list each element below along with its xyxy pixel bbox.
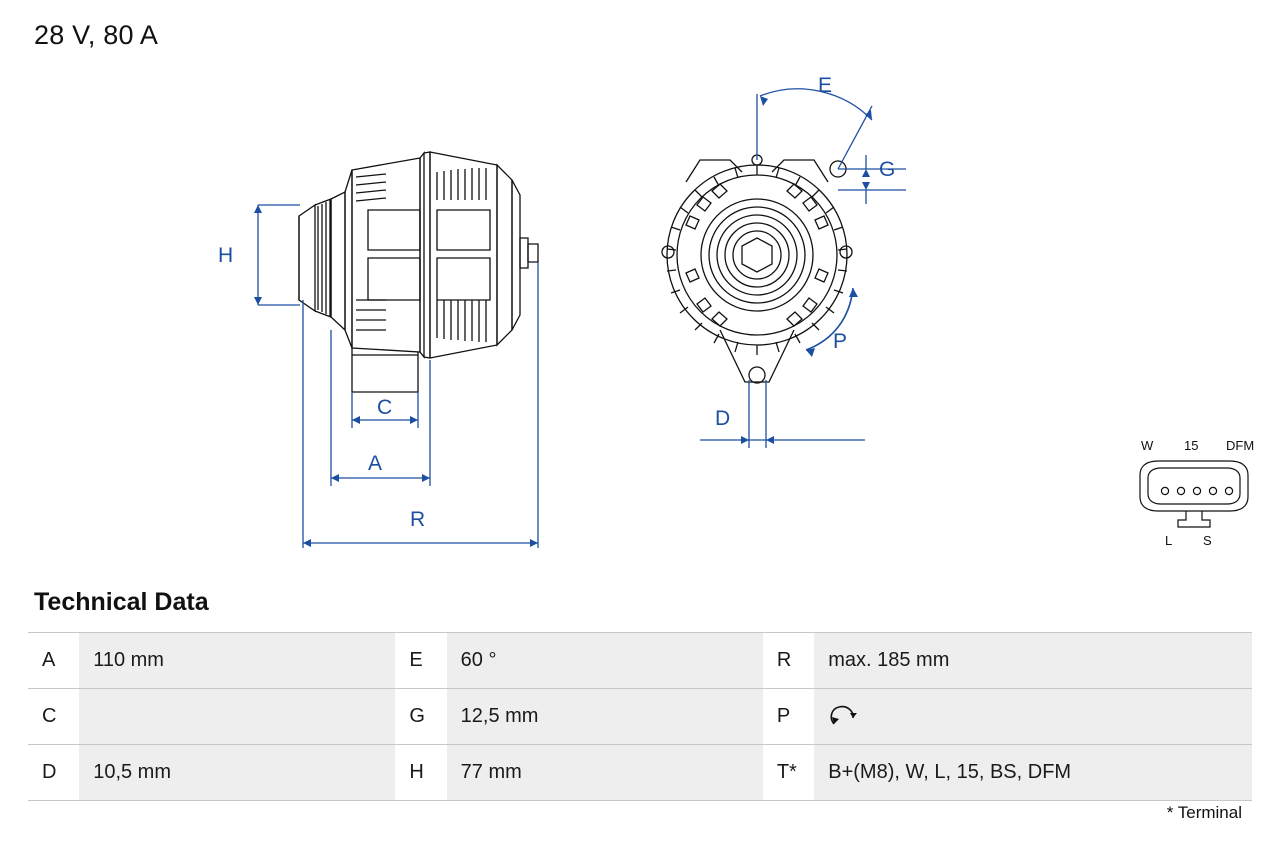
dimension-label-D: D (715, 407, 731, 430)
page-title: 28 V, 80 A (34, 20, 159, 50)
rotation-direction-P (806, 288, 858, 357)
side-view-alternator (299, 152, 538, 392)
row-key-H: H (395, 745, 446, 801)
row-value-E: 60 ° (447, 633, 763, 689)
row-value-P (814, 689, 1252, 745)
connector-label-L: L (1165, 533, 1173, 548)
row-key-T: T* (763, 745, 814, 801)
technical-data-heading: Technical Data (34, 588, 209, 616)
row-key-D: D (28, 745, 79, 801)
row-value-G: 12,5 mm (447, 689, 763, 745)
row-value-C (79, 689, 395, 745)
technical-data-table (28, 632, 1252, 801)
row-key-E: E (395, 633, 446, 689)
dimension-label-A: A (368, 452, 383, 475)
dimension-label-R: R (410, 508, 426, 531)
dimension-H (254, 205, 300, 305)
row-key-A: A (28, 633, 79, 689)
dimension-G (838, 155, 906, 204)
connector-label-W: W (1141, 438, 1154, 453)
rotation-direction-icon (828, 704, 862, 730)
table-row (28, 689, 1252, 745)
connector-pinout (1140, 461, 1248, 527)
connector-label-DFM: DFM (1226, 438, 1255, 453)
row-key-G: G (395, 689, 446, 745)
table-footnote: * Terminal (1166, 803, 1242, 822)
dimension-label-E: E (818, 74, 833, 97)
connector-label-15: 15 (1184, 438, 1199, 453)
table-row (28, 745, 1252, 801)
row-value-A: 110 mm (79, 633, 395, 689)
dimension-label-C: C (377, 396, 393, 419)
dimension-label-P: P (833, 330, 848, 353)
row-value-D: 10,5 mm (79, 745, 395, 801)
dimension-E (757, 89, 872, 169)
front-view-alternator (662, 155, 852, 383)
row-value-H: 77 mm (447, 745, 763, 801)
connector-label-S: S (1203, 533, 1212, 548)
row-key-P: P (763, 689, 814, 745)
row-key-C: C (28, 689, 79, 745)
row-key-R: R (763, 633, 814, 689)
row-value-T: B+(M8), W, L, 15, BS, DFM (814, 745, 1252, 801)
table-row (28, 633, 1252, 689)
dimension-label-G: G (879, 158, 896, 181)
dimension-label-H: H (218, 244, 234, 267)
row-value-R: max. 185 mm (814, 633, 1252, 689)
